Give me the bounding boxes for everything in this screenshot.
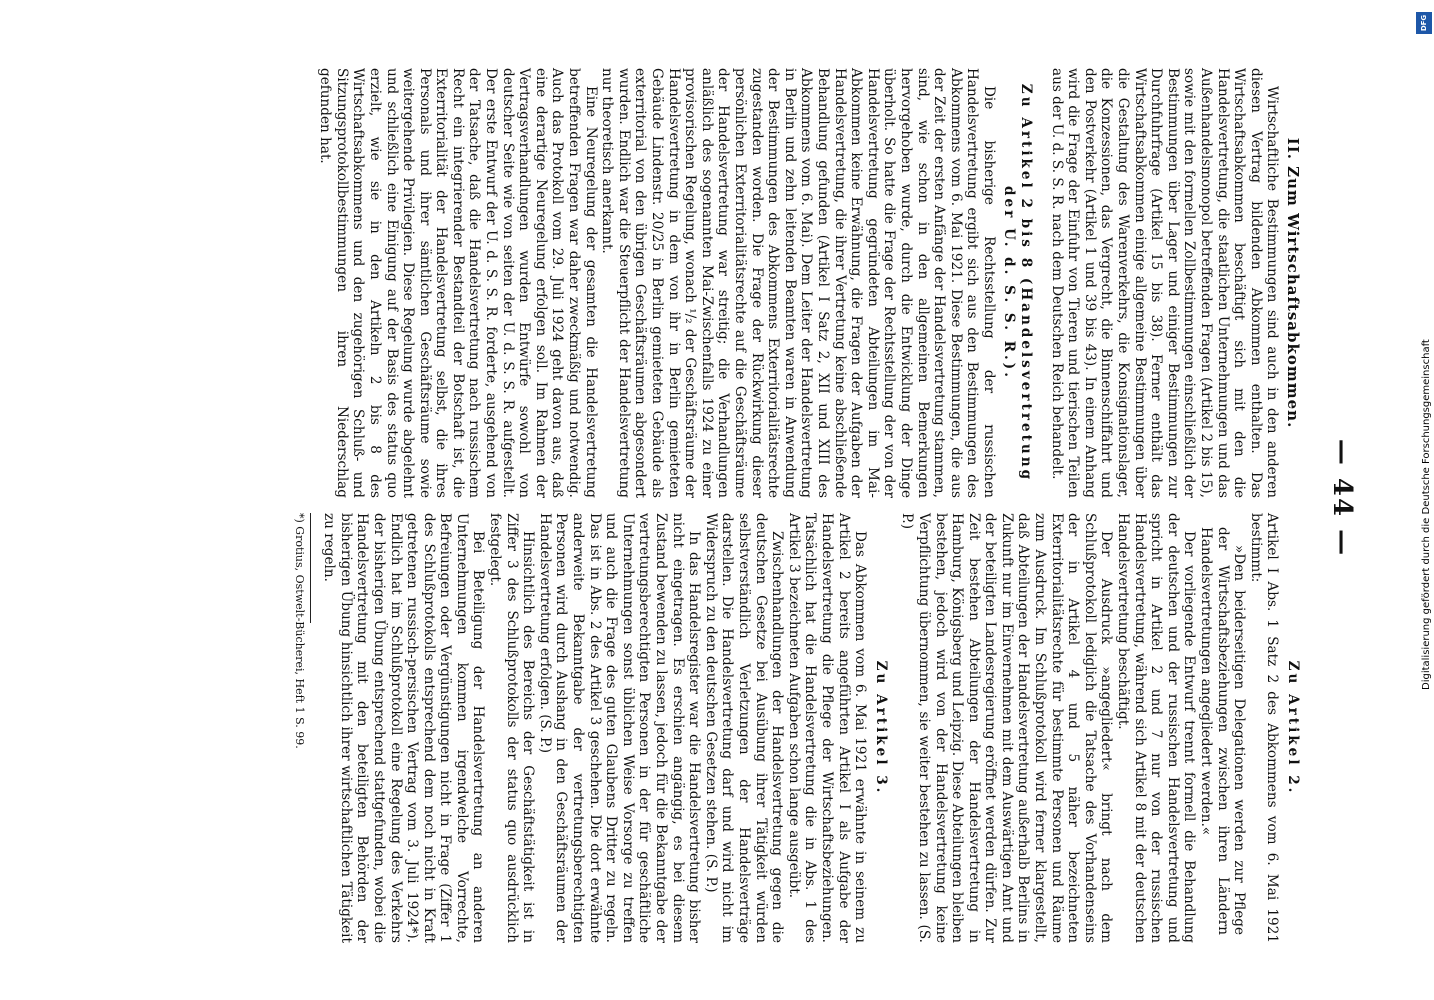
footnote: *) Grotius, Ostwelt-Bücherei, Heft 1 S. 99. (292, 513, 306, 749)
paragraph: Bei Beteiligung der Handelsvertretung an anderen Unternehmungen kommen irgendwelche Vorrechte, Befreiungen oder Vergünstigungen nicht in Frage (Ziffer 1 des Schlußprotokolls entsprechend dem noch nicht in Kraft getretenen russisch-persischen Vertrag vom 3. Juli 1924*). Endlich hat im Schlußprotokoll eine Regelung des Verkehrs der bisherigen Übung entsprechend stattgefunden, wobei die Handelsvertretung mit den beteiligten Behörden der bisherigen Übung hinsichtlich ihrer wirtschaftlichen Tätigkeit zu regeln. (321, 513, 487, 943)
paragraph: In das Handelsregister war die Handelsvertretung bisher nicht eingetragen. Es erschien angängig, es bei diesem Zustand bewenden zu lassen, jedoch für die Bekanntgabe der vertretungsberechtigten Personen in der für geschäftliche Unternehmungen sonst üblichen Weise Vorsorge zu treffen und auch die Frage des guten Glaubens Dritter zu regeln. Das ist in Abs. 2 des Artikel 3 geschehen. Die dort erwähnte anderweite Bekanntgabe der vertretungsberechtigten Personen wird durch Aushang in den Geschäftsräumen der Handelsvertretung erfolgen. (S. P.) (536, 513, 703, 943)
paragraph: Eine Neuregelung der gesamten die Handelsvertretung betreffenden Fragen war daher zweckmäßig und notwendig. Auch das Protokoll vom 29. Juli 1924 geht davon aus, daß eine derartige Neuregelung erfolgen soll. Im Rahmen der Vertragsverhandlungen wurden Entwürfe sowohl von deutscher Seite wie von seiten der U. d. S. S. R. aufgestellt. Der erste Entwurf der U. d. S. S. R. forderte, ausgehend von der Tatsache, daß die Handelsvertretung nach russischem Recht ein integrierender Bestandteil der Botschaft ist, die Exterritorialität der Handelsvertretung selbst, die ihres Personals und ihrer sämtlichen Geschäftsräume sowie weitergehende Privilegien. Diese Regelung wurde abgelehnt und schließlich eine Einigung auf der Basis des status quo erzielt, wie sie in den Artikeln 2 bis 8 des Wirtschaftsabkommens und den zugehörigen Schluß- und Sitzungsprotokollbestimmungen ihren Niederschlag gefunden hat. (317, 68, 599, 498)
rotated-page-content (67, 48, 1367, 948)
paragraph: Das Abkommen vom 6. Mai 1921 erwähnte in seinem zu Artikel 2 bereits angeführten Artikel I als Aufgabe der Handelsvertretung die Pflege der Wirtschaftsbeziehungen. Tatsächlich hat die Handelsvertretung die in Abs. 1 des Artikel 3 bezeichneten Aufgaben schon lange ausgeübt. (785, 513, 869, 943)
page-number: — 44 — (1327, 438, 1357, 558)
heading-artikel-2: Zu Artikel 2. (1285, 660, 1301, 796)
art2-intro: Artikel I Abs. 1 Satz 2 des Abkommens vom 6. Mai 1921 bestimmt: (1247, 513, 1281, 943)
heading-artikel-3: Zu Artikel 3. (872, 660, 889, 796)
art2-quote: »Den beiderseitigen Delegationen werden zur Pflege der Wirtschaftsbeziehungen zwischen ihren Ländern Handelsvertretungen angegliedert werden.« (1198, 527, 1248, 935)
paragraph: Zwischenhandlungen der Handelsvertretung gegen die deutschen Gesetze bei Ausübung ihrer Tätigkeit würden selbstverständlich Verletzungen der Handelsverträge darstellen. Die Handelsvertretung darf und wird nicht im Widerspruch zu den deutschen Gesetzen stehen. (S. P.) (702, 513, 786, 943)
subheading-art2-8: Zu Artikel 2 bis 8 (Handelsvertretung der U. d. S. S. R.). (1001, 83, 1035, 483)
intro-paragraph: Wirtschaftliche Bestimmungen sind auch in den anderen diesen Vertrag bildenden Abkommen enthalten. Das Wirtschaftsabkommen beschäftigt sich mit den die Handelsvertretung, die staatlichen Unternehmungen und das Außenhandelsmonopol betreffenden Fragen (Artikel 2 bis 15), sowie mit den formellen Zollbestimmungen einschließlich der Bestimmungen über Lager und einiger Bestimmungen zur Durchfuhrfrage (Artikel 15 bis 38). Ferner enthält das Wirtschaftsabkommen einige allgemeine Bestimmungen über die Gestaltung des Warenverkehrs, die Konsignationslager, die Konzessionen, das Vergrecht, die Binnenschiffahrt und den Postverkehr (Artikel 1 und 39 bis 43). In einem Anhang wird die Frage der Einfuhr von Tieren und tierischen Teilen aus der U. d. S. S. R. nach dem Deutschen Reich behandelt. (1048, 68, 1281, 498)
side-caption: Digitalisierung gefördert durch die Deutsche Forschungsgemeinschaft (1421, 339, 1432, 690)
dfg-logo-text: DFG (1420, 14, 1428, 32)
paragraph: Die bisherige Rechtsstellung der russischen Handelsvertretung ergibt sich aus den Bestimmungen des Abkommens vom 6. Mai 1921. Diese Bestimmungen, die aus der Zeit der ersten Anfänge der Handelsvertretung stammen, sind, wie schon in den allgemeinen Bemerkungen hervorgehoben wurde, durch die Entwicklung der Dinge überholt. So hatte die Frage der Rechtsstellung der von der Handelsvertretung gegründeten Abteilungen im Mai-Abkommen keine Erwähnung, die Fragen der Aufgaben der Handelsvertretung, die ihrer Vertretung keine abschließende Behandlung gefunden (Artikel I Satz 2, XII und XIII des Abkommens vom 6. Mai). Dem Leiter der Handelsvertretung in Berlin und zehn leitenden Beamten waren in Anwendung der Bestimmungen des Abkommens Exterritorialitätsrechte zugestanden worden. Die Frage der Rückwirkung dieser persönlichen Exterritorialitätsrechte auf die Geschäftsräume der Handelsvertretung war streitig; die Verhandlungen anläßlich des sogenannten Mai-Zwischenfalls 1924 zu einer provisorischen Regelung, wonach ¹/₂ der Geschäftsräume der Handelsvertretung in dem von ihr in Berlin gemieteten Gebäude Lindenstr. 20/25 in Berlin gemieteten Gebäude als exterritorial von den übrigen Geschäftsräumen abgesondert wurden. Endlich war die Steuerpflicht der Handelsvertretung nur theoretisch anerkannt. (599, 68, 997, 498)
side-caption-strip (1419, 30, 1433, 970)
paragraph: Hinsichtlich des Bereichs der Geschäftstätigkeit ist in Ziffer 3 des Schlußprotokolls der status quo ausdrücklich festgelegt. (487, 513, 537, 943)
paragraph: Der vorliegende Entwurf trennt formell die Behandlung der deutschen und der russischen Handelsvertretung und spricht in Artikel 2 und 7 nur von der russischen Handelsvertretung, während sich Artikel 8 mit der deutschen Handelsvertretung beschäftigt. (1115, 513, 1198, 943)
section-heading: II. Zum Wirtschaftsabkommen. (1284, 137, 1302, 429)
paragraph: Der Ausdruck »angegliedert« bringt nach dem Schlußprotokoll lediglich die Tatsache des Vorhandenseins der in Artikel 4 und 5 näher bezeichneten Exterritorialitätsrechte für bestimmte Personen und Räume zum Ausdruck. Im Schlußprotokoll wird ferner klargestellt, daß Abteilungen der Handelsvertretung außerhalb Berlins in Zukunft nur im Einvernehmen mit dem Auswärtigen Amt und der beteiligten Landesregierung eröffnet werden dürfen. Zur Zeit bestehen Abteilungen der Handelsvertretung in Hamburg, Königsberg und Leipzig. Diese Abteilungen bleiben bestehen, jedoch wird von der Handelsvertretung keine Verpflichtung übernommen, sie weiter bestehen zu lassen. (S. P.) (899, 513, 1115, 943)
left-column (317, 68, 1307, 498)
footnote-rule (310, 513, 311, 623)
right-column (292, 513, 1307, 943)
